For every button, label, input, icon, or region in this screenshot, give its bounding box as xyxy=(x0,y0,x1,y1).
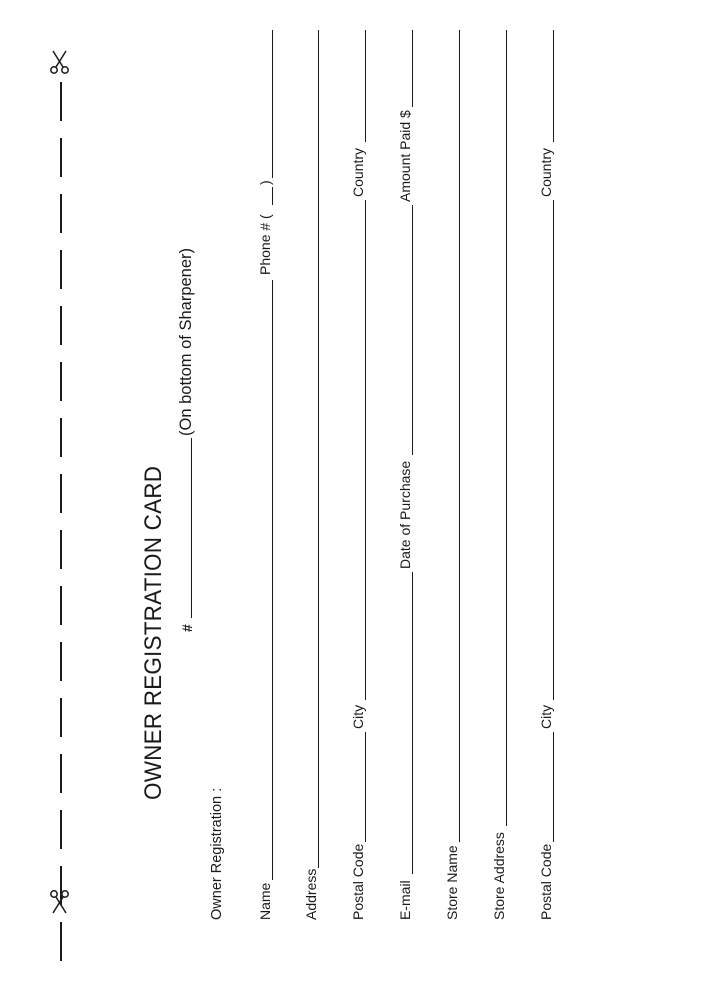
store-address-row xyxy=(488,30,510,920)
name-label: Name xyxy=(257,882,273,920)
amount-paid-label: Amount Paid $ xyxy=(397,110,413,202)
address-field[interactable] xyxy=(318,30,319,868)
store-name-field[interactable] xyxy=(459,30,460,842)
email-field[interactable] xyxy=(412,572,413,874)
store-postal-code-field[interactable] xyxy=(553,732,554,842)
date-of-purchase-field[interactable] xyxy=(412,205,413,455)
amount-paid-field[interactable] xyxy=(412,30,413,107)
store-city-field[interactable] xyxy=(553,200,554,700)
owner-registration-label: Owner Registration : xyxy=(209,787,225,920)
store-address-field[interactable] xyxy=(506,30,507,826)
store-address-label: Store Address xyxy=(491,832,507,920)
store-postal-code-label: Postal Code xyxy=(538,843,554,920)
address-row xyxy=(300,30,322,920)
postal-city-row xyxy=(347,30,369,920)
name-field[interactable] xyxy=(272,280,273,880)
postal-code-label: Postal Code xyxy=(350,843,366,920)
store-name-label: Store Name xyxy=(444,845,460,920)
phone-field[interactable] xyxy=(272,30,273,178)
address-label: Address xyxy=(303,868,319,920)
store-country-field[interactable] xyxy=(553,30,554,142)
phone-area-field[interactable] xyxy=(272,187,273,205)
date-of-purchase-label: Date of Purchase xyxy=(397,460,413,569)
store-city-label: City xyxy=(538,704,554,729)
country-label: Country xyxy=(350,147,366,197)
name-row xyxy=(254,30,276,920)
serial-hash: # xyxy=(179,624,195,632)
phone-close: ) xyxy=(257,180,273,185)
card-title: OWNER REGISTRATION CARD xyxy=(140,465,167,800)
email-row xyxy=(394,30,416,920)
city-field[interactable] xyxy=(365,200,366,700)
store-postal-city-row xyxy=(535,30,557,920)
serial-number-field[interactable] xyxy=(191,438,192,618)
store-name-row xyxy=(441,30,463,920)
country-field[interactable] xyxy=(365,30,366,142)
city-label: City xyxy=(350,704,366,729)
serial-note: (On bottom of Sharpener) xyxy=(177,247,195,436)
phone-label: Phone # ( xyxy=(257,214,273,275)
postal-code-field[interactable] xyxy=(365,732,366,842)
email-label: E-mail xyxy=(397,880,413,920)
store-country-label: Country xyxy=(538,147,554,197)
